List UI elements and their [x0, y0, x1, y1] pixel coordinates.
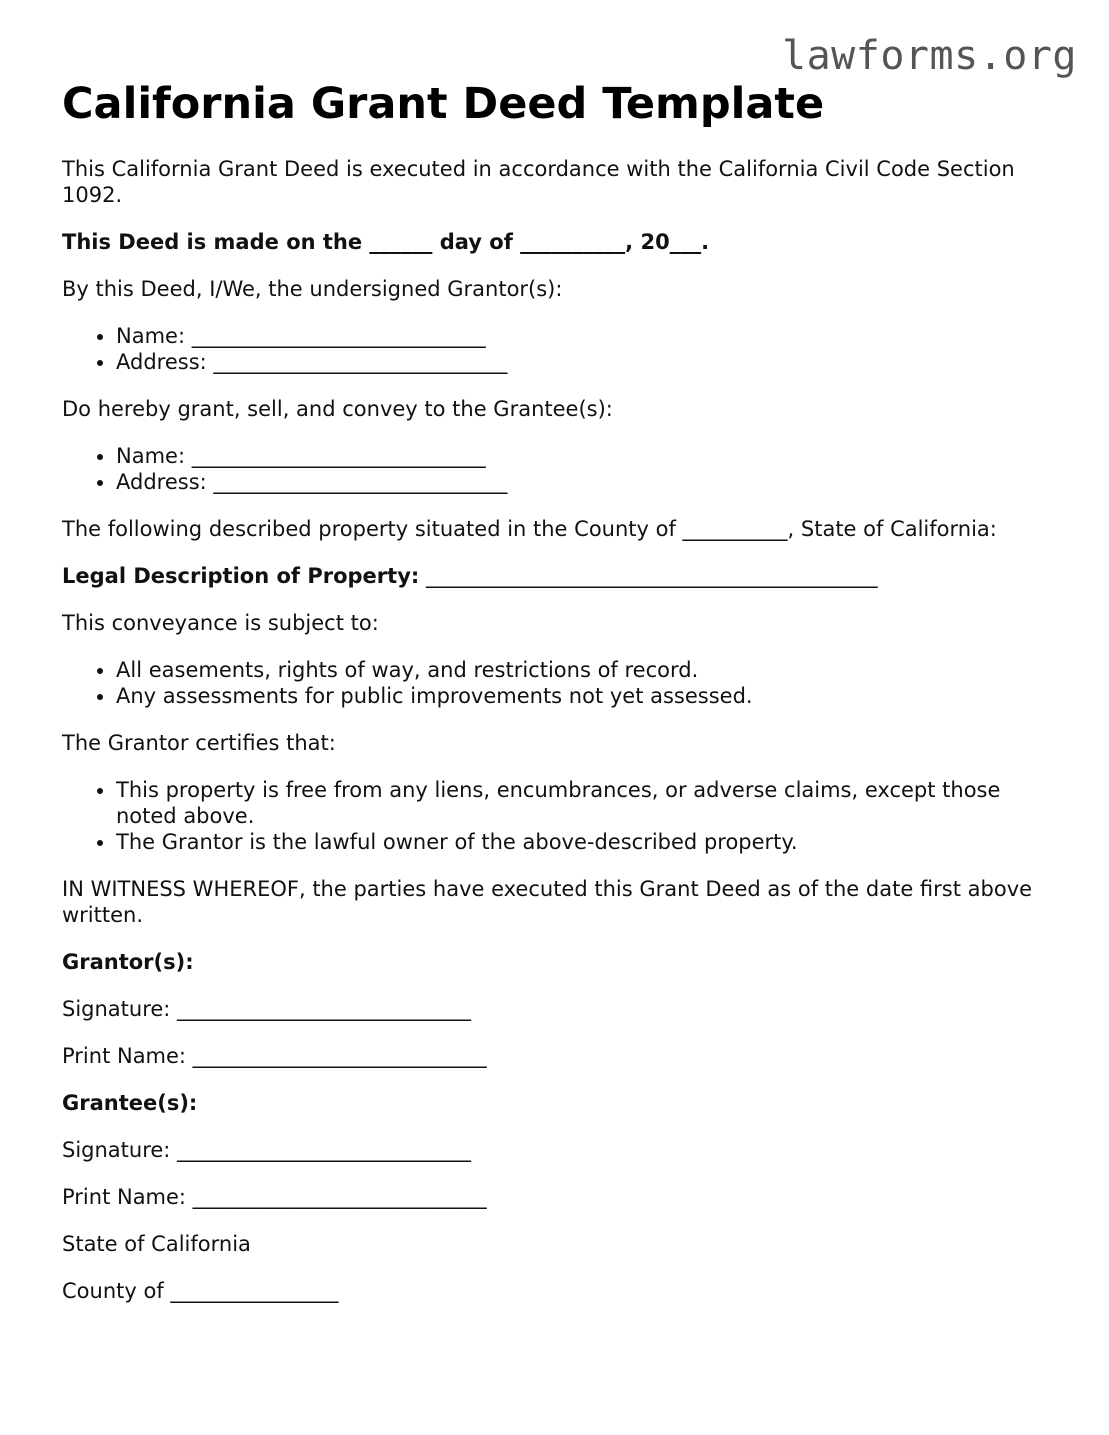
grantor-signature-line: Signature: ____________________________ [62, 997, 472, 1021]
state-line: State of California [62, 1232, 251, 1256]
watermark: lawforms.org [782, 33, 1077, 79]
certify-list [62, 777, 1052, 855]
subject-list [62, 657, 1052, 709]
grantor-print-name-line: Print Name: ____________________________ [62, 1044, 487, 1068]
grantor-field-list [62, 323, 1052, 375]
property-county-line: The following described property situated in the County of __________, State of California: [62, 517, 997, 541]
subject-item: • Any assessments for public improvements not yet assessed. [116, 683, 1052, 709]
grantee-field-list [62, 443, 1052, 495]
deed-date-line: This Deed is made on the ______ day of __________, 20___. [62, 230, 710, 254]
grantor-intro: By this Deed, I/We, the undersigned Grantor(s): [62, 277, 563, 301]
certify-item: • This property is free from any liens, encumbrances, or adverse claims, except those noted above. [116, 777, 1052, 829]
certify-intro: The Grantor certifies that: [62, 731, 336, 755]
document-body [62, 78, 1052, 1325]
grantee-address-field: • Address: ____________________________ [116, 469, 1052, 495]
legal-description-blank: ___________________________________________ [419, 564, 878, 588]
grantee-intro: Do hereby grant, sell, and convey to the Grantee(s): [62, 397, 613, 421]
subject-item: • All easements, rights of way, and restrictions of record. [116, 657, 1052, 683]
subject-intro: This conveyance is subject to: [62, 611, 379, 635]
grantee-name-field: • Name: ____________________________ [116, 443, 1052, 469]
grantor-name-field: • Name: ____________________________ [116, 323, 1052, 349]
intro-paragraph: This California Grant Deed is executed in accordance with the California Civil Code Section 1092. [62, 157, 1015, 207]
legal-description-label: Legal Description of Property: [62, 564, 420, 588]
grantee-signature-line: Signature: ____________________________ [62, 1138, 472, 1162]
page-title: California Grant Deed Template [62, 79, 825, 129]
grantee-heading: Grantee(s): [62, 1091, 198, 1115]
witness-paragraph: IN WITNESS WHEREOF, the parties have executed this Grant Deed as of the date first above written. [62, 877, 1033, 927]
legal-description-line [62, 563, 1052, 589]
grantor-heading: Grantor(s): [62, 950, 194, 974]
grantor-address-field: • Address: ____________________________ [116, 349, 1052, 375]
county-line: County of ________________ [62, 1279, 339, 1303]
grantee-print-name-line: Print Name: ____________________________ [62, 1185, 487, 1209]
certify-item: • The Grantor is the lawful owner of the above-described property. [116, 829, 1052, 855]
